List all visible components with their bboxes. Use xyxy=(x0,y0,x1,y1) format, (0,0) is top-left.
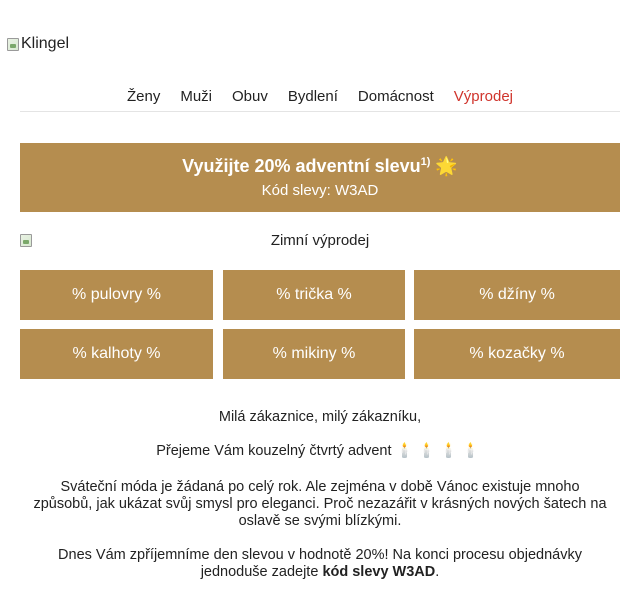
discount-code: kód slevy W3AD xyxy=(322,564,436,580)
promo-footnote: 1) xyxy=(420,156,431,168)
main-nav xyxy=(20,87,620,112)
category-button-mikiny[interactable]: % mikiny % xyxy=(223,329,405,379)
paragraph-discount-end: . xyxy=(435,564,440,580)
star-icon: 🌟 xyxy=(435,156,458,176)
banner-alt-text: Zimní výprodej xyxy=(270,232,370,249)
nav-item-vyprodej[interactable]: Výprodej xyxy=(453,88,513,105)
paragraph-fashion: Sváteční móda je žádaná po celý rok. Ale zejména v době Vánoc existuje mnoho způsobů, jak ukázat svůj smysl pro eleganci. Proč nezazářit v krásných nových šatech na oslavě se svými blízkými. xyxy=(33,479,607,529)
nav-item-obuv[interactable]: Obuv xyxy=(232,88,268,105)
category-button-pulovry[interactable]: % pulovry % xyxy=(20,270,213,320)
paragraph-discount xyxy=(30,547,610,581)
paragraph-discount-text: Dnes Vám zpříjemníme den slevou v hodnotě 20%! Na konci procesu objednávky jednoduše zadejte xyxy=(58,547,582,580)
nav-item-domacnost[interactable]: Domácnost xyxy=(357,88,434,105)
broken-image-icon xyxy=(7,38,19,51)
promo-headline-text: Využijte 20% adventní slevu xyxy=(182,156,421,176)
advent-text: Přejeme Vám kouzelný čtvrtý advent xyxy=(156,443,392,459)
promo-code: Kód slevy: W3AD xyxy=(261,182,379,199)
promo-headline xyxy=(20,156,620,177)
winter-sale-banner[interactable] xyxy=(20,231,620,251)
advent-line xyxy=(30,443,610,460)
category-button-kalhoty[interactable]: % kalhoty % xyxy=(20,329,213,379)
nav-item-zeny[interactable]: Ženy xyxy=(126,88,161,105)
nav-item-muzi[interactable]: Muži xyxy=(180,88,213,105)
greeting: Milá zákaznice, milý zákazníku, xyxy=(218,409,422,425)
category-button-kozacky[interactable]: % kozačky % xyxy=(414,329,620,379)
category-button-tricka[interactable]: % trička % xyxy=(223,270,405,320)
logo-alt-text: Klingel xyxy=(21,35,70,52)
candle-icon: 🕯️🕯️🕯️🕯️ xyxy=(395,443,484,459)
category-button-dziny[interactable]: % džíny % xyxy=(414,270,620,320)
nav-item-bydleni[interactable]: Bydlení xyxy=(287,88,338,105)
promo-banner[interactable] xyxy=(20,143,620,212)
logo[interactable] xyxy=(7,35,69,53)
